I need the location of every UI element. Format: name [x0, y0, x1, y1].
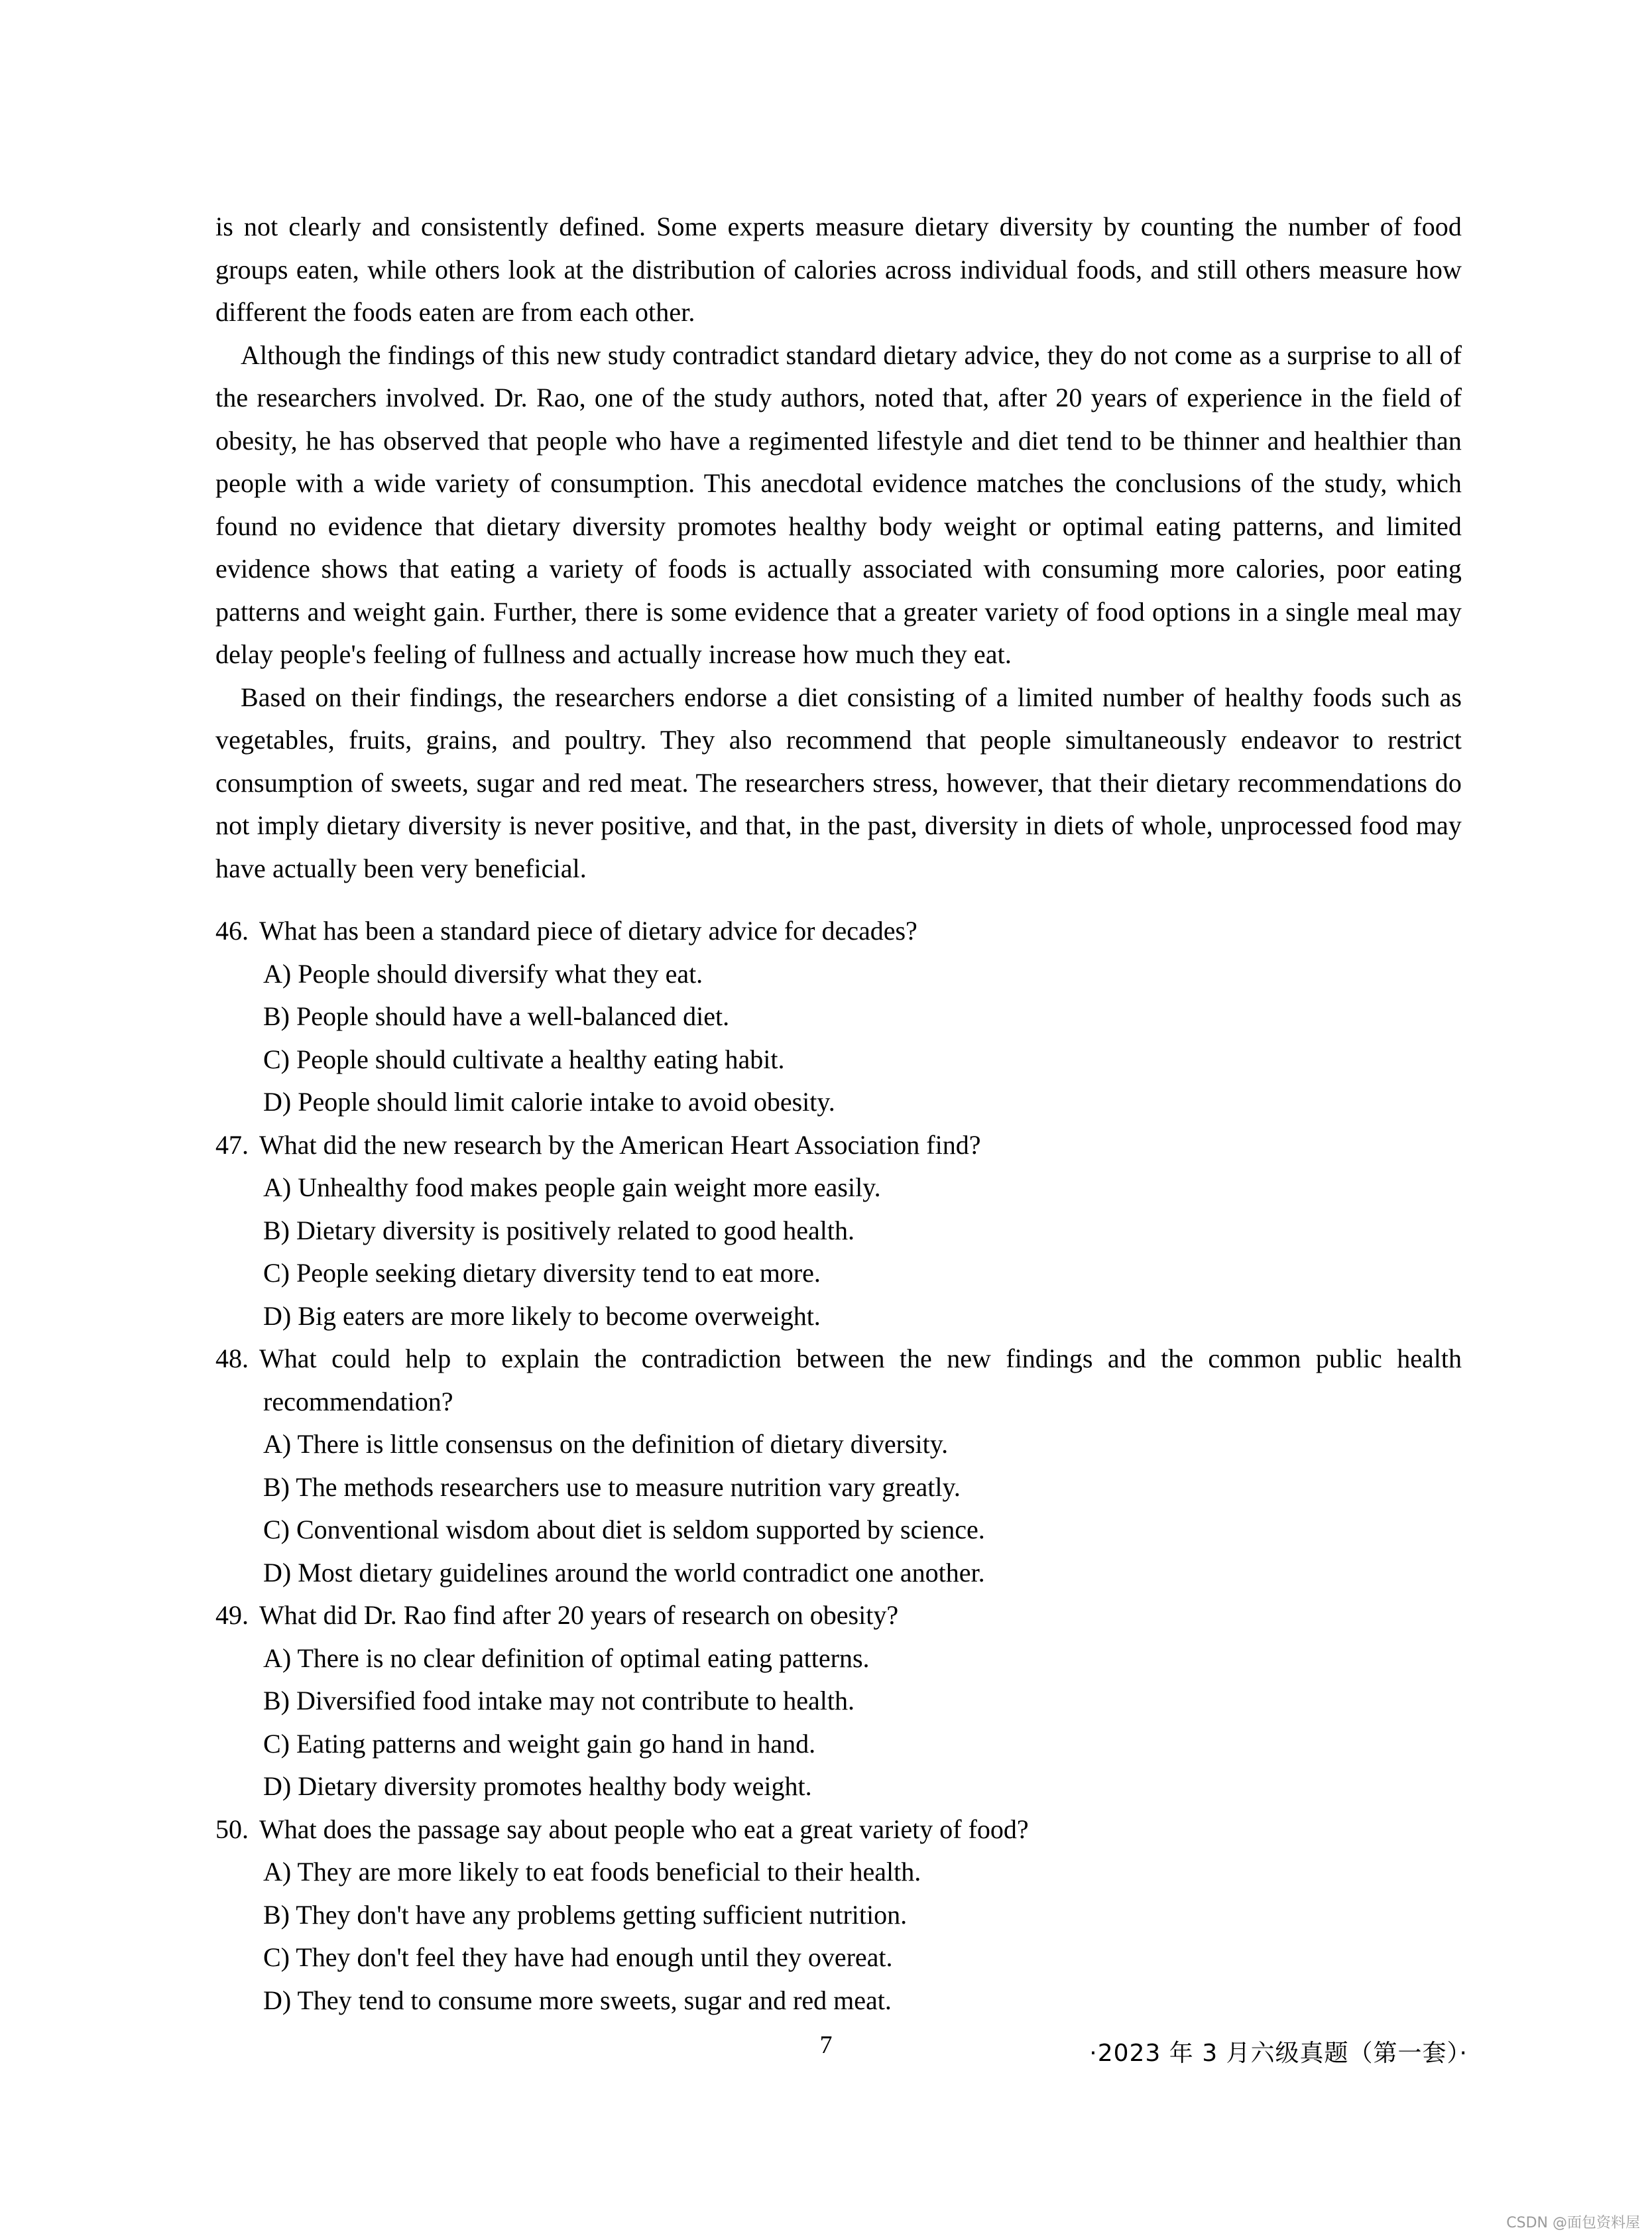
questions-list [215, 910, 1462, 2022]
question-number: 49. [215, 1600, 249, 1630]
option-a[interactable]: A) People should diversify what they eat. [263, 958, 703, 989]
question-number: 46. [215, 916, 249, 946]
question-number: 50. [215, 1814, 249, 1844]
passage-paragraph-2: Although the findings of this new study contradict standard dietary advice, they do not come as a surprise to all of the researchers involved. Dr. Rao, one of the study authors, noted that, after 20 years of experience in the field of obesity, he has observed that people who have a regimented lifestyle and diet tend to be thinner and healthier than people with a wide variety of consumption. This anecdotal evidence matches the conclusions of the study, which found no evidence that dietary diversity promotes healthy body weight or optimal eating patterns, and limited evidence shows that eating a variety of foods is actually associated with consuming more calories, poor eating patterns and weight gain. Further, there is some evidence that a greater variety of food options in a single meal may delay people's feeling of fullness and actually increase how much they eat. [215, 340, 1462, 669]
option-d[interactable]: D) Most dietary guidelines around the world contradict one another. [263, 1557, 985, 1587]
option-c[interactable]: C) People should cultivate a healthy eating habit. [263, 1044, 785, 1074]
question-stem [215, 910, 1462, 953]
watermark: CSDN @面包资料屋 [1506, 2215, 1640, 2231]
question-stem [215, 1594, 1462, 1637]
passage-paragraph-3: Based on their findings, the researchers endorse a diet consisting of a limited number of healthy foods such as vegetables, fruits, grains, and poultry. They also recommend that people simultaneously endeavor to restrict consumption of sweets, sugar and red meat. The researchers stress, however, that their dietary recommendations do not imply dietary diversity is never positive, and that, in the past, diversity in diets of whole, unprocessed food may have actually been very beneficial. [215, 682, 1462, 883]
question-stem [215, 1338, 1462, 1423]
question-text: What does the passage say about people who eat a great variety of food? [259, 1814, 1029, 1844]
option-b[interactable]: B) Diversified food intake may not contribute to health. [263, 1686, 855, 1715]
option-d[interactable]: D) They tend to consume more sweets, sugar and red meat. [263, 1985, 892, 2015]
question-text: What did the new research by the American Heart Association find? [259, 1129, 981, 1160]
question-text: What has been a standard piece of dietary advice for decades? [259, 916, 917, 946]
question-stem [215, 1124, 1462, 1167]
option-c[interactable]: C) Eating patterns and weight gain go hand in hand. [263, 1728, 816, 1759]
question-item [215, 910, 1462, 1124]
question-text: What did Dr. Rao find after 20 years of research on obesity? [259, 1600, 899, 1630]
question-stem [215, 1808, 1462, 1851]
option-a[interactable]: A) There is little consensus on the definition of dietary diversity. [263, 1429, 949, 1459]
option-c[interactable]: C) Conventional wisdom about diet is seldom supported by science. [263, 1515, 985, 1544]
option-c[interactable]: C) People seeking dietary diversity tend to eat more. [263, 1258, 821, 1288]
option-a[interactable]: A) They are more likely to eat foods beneficial to their health. [263, 1857, 921, 1887]
question-item [215, 1338, 1462, 1594]
question-item [215, 1594, 1462, 1808]
question-number: 48. [215, 1343, 249, 1373]
question-text: What could help to explain the contradiction between the new findings and the common public health recommendation? [259, 1343, 1462, 1416]
option-b[interactable]: B) They don't have any problems getting sufficient nutrition. [263, 1899, 908, 1930]
option-a[interactable]: A) Unhealthy food makes people gain weight more easily. [263, 1172, 881, 1202]
option-b[interactable]: B) Dietary diversity is positively related to good health. [263, 1215, 855, 1245]
page-number: 7 [819, 2031, 833, 2059]
option-d[interactable]: D) People should limit calorie intake to avoid obesity. [263, 1087, 835, 1117]
option-b[interactable]: B) People should have a well-balanced diet. [263, 1001, 730, 1031]
passage-paragraph-1: is not clearly and consistently defined. Some experts measure dietary diversity by counting the number of food groups eaten, while others look at the distribution of calories across individual foods, and still others measure how different the foods eaten are from each other. [215, 212, 1462, 327]
page-content [215, 206, 1462, 2022]
option-b[interactable]: B) The methods researchers use to measure nutrition vary greatly. [263, 1471, 961, 1502]
question-number: 47. [215, 1129, 249, 1160]
option-a[interactable]: A) There is no clear definition of optimal eating patterns. [263, 1643, 870, 1673]
question-item [215, 1808, 1462, 2022]
footer-source-note: ·2023 年 3 月六级真题（第一套）· [1089, 2040, 1468, 2067]
question-item [215, 1124, 1462, 1338]
option-c[interactable]: C) They don't feel they have had enough until they overeat. [263, 1942, 893, 1972]
option-d[interactable]: D) Big eaters are more likely to become overweight. [263, 1300, 821, 1331]
option-d[interactable]: D) Dietary diversity promotes healthy body weight. [263, 1771, 812, 1801]
